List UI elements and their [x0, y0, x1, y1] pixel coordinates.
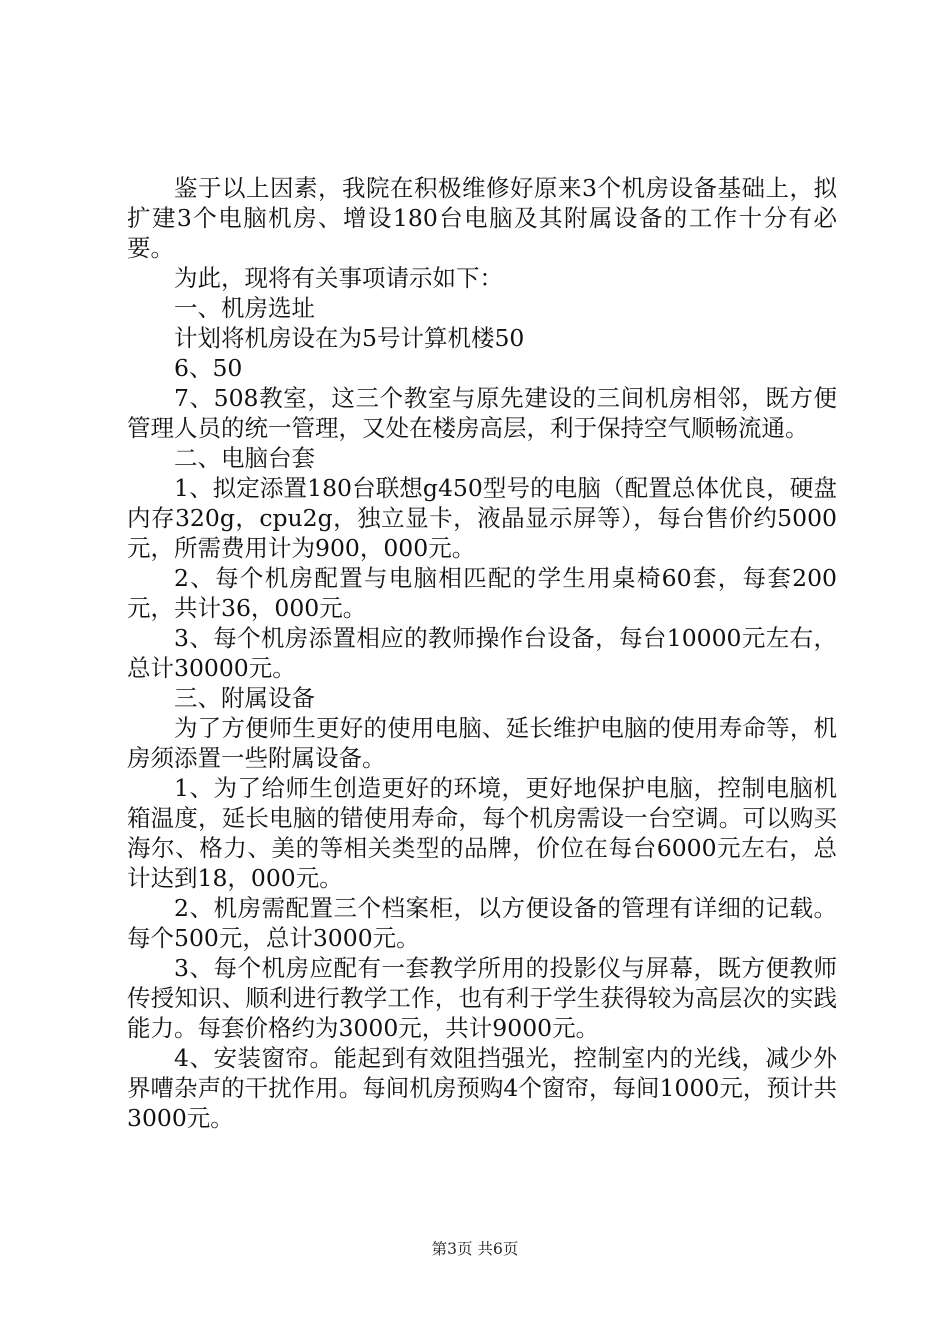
section-heading-computers: 二、电脑台套	[174, 444, 315, 472]
paragraph-accessories-3: 3、每个机房应配有一套教学所用的投影仪与屏幕，既方便教师传授知识、顺利进行教学工作，也有利于学生获得较为高层次的实践能力。每套价格约为3000元，共计9000元。	[127, 954, 837, 1042]
paragraph-intro: 为此，现将有关事项请示如下：	[174, 264, 503, 292]
paragraph-accessories-1: 1、为了给师生创造更好的环境，更好地保护电脑，控制电脑机箱温度，延长电脑的错使用寿命，每个机房需设一台空调。可以购买海尔、格力、美的等相关类型的品牌，价位在每台6000元左右，总计达到18，000元。	[127, 774, 837, 892]
paragraph-site-plan: 计划将机房设在为5号计算机楼50	[174, 324, 525, 352]
paragraph-computers-3: 3、每个机房添置相应的教师操作台设备，每台10000元左右，总计30000元。	[127, 624, 837, 682]
document-body	[127, 173, 837, 1133]
paragraph-accessories-4: 4、安装窗帘。能起到有效阻挡强光，控制室内的光线，减少外界嘈杂声的干扰作用。每间机房预购4个窗帘，每间1000元，预计共3000元。	[127, 1044, 837, 1132]
paragraph-computers-1: 1、拟定添置180台联想g450型号的电脑（配置总体优良，硬盘内存320g，cpu2g，独立显卡，液晶显示屏等），每台售价约5000元，所需费用计为900，000元。	[127, 474, 837, 562]
paragraph-rationale: 鉴于以上因素，我院在积极维修好原来3个机房设备基础上，拟扩建3个电脑机房、增设180台电脑及其附属设备的工作十分有必要。	[127, 174, 837, 262]
section-heading-accessories: 三、附属设备	[174, 684, 315, 712]
section-heading-site: 一、机房选址	[174, 294, 315, 322]
paragraph-site-room-6: 6、50	[174, 354, 243, 382]
paragraph-site-room-7: 7、508教室，这三个教室与原先建设的三间机房相邻，既方便管理人员的统一管理，又处在楼房高层，利于保持空气顺畅流通。	[127, 384, 837, 442]
paragraph-accessories-2: 2、机房需配置三个档案柜，以方便设备的管理有详细的记载。每个500元，总计3000元。	[127, 894, 837, 952]
paragraph-computers-2: 2、每个机房配置与电脑相匹配的学生用桌椅60套，每套200元，共计36，000元。	[127, 564, 837, 622]
page-number-footer: 第3页 共6页	[431, 1240, 519, 1258]
paragraph-accessories-intro: 为了方便师生更好的使用电脑、延长维护电脑的使用寿命等，机房须添置一些附属设备。	[127, 714, 837, 772]
